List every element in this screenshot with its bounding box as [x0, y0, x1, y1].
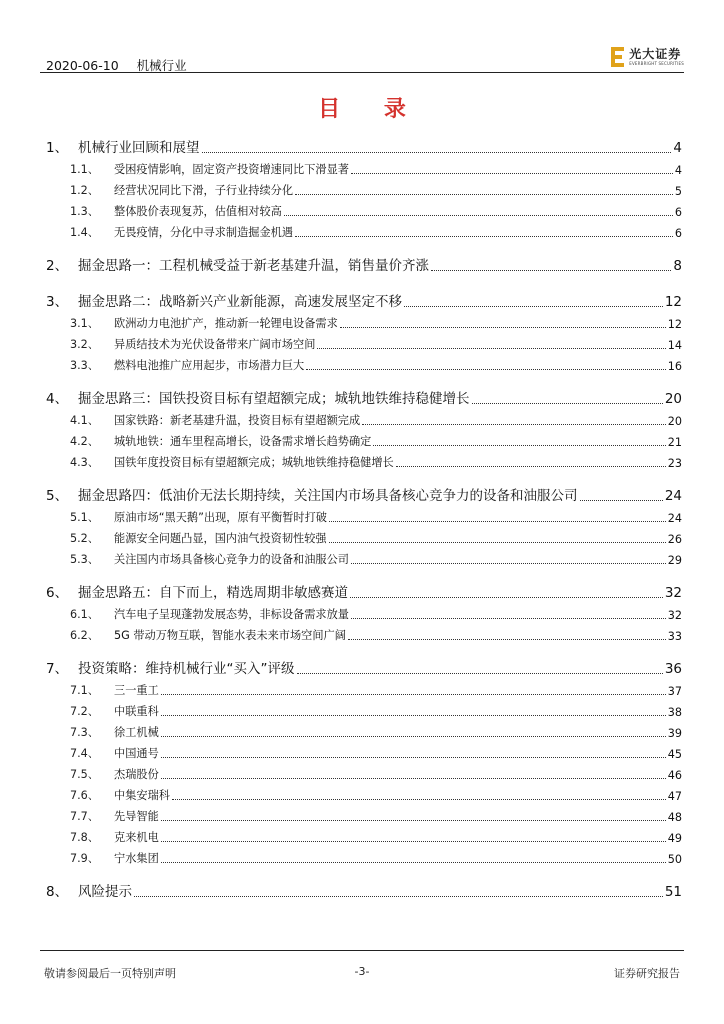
toc-page-number: 20 [667, 415, 682, 428]
toc-title: 掘金思路四：低油价无法长期持续，关注国内市场具备核心竞争力的设备和油服公司 [78, 488, 578, 504]
header-meta [46, 56, 201, 74]
toc-section-entry[interactable] [42, 387, 682, 407]
toc-page-number: 24 [667, 512, 682, 525]
toc-subsection-entry[interactable] [42, 719, 682, 740]
toc-leader-dots [373, 445, 665, 446]
toc-subsection-entry[interactable] [42, 407, 682, 428]
toc-page-number: 32 [667, 609, 682, 622]
toc-number: 5.2、 [70, 532, 99, 545]
toc-title: 先导智能 [114, 810, 159, 823]
toc-subsection-entry[interactable] [42, 824, 682, 845]
toc-subsection-entry[interactable] [42, 761, 682, 782]
page-number: -3- [354, 965, 370, 978]
toc-leader-dots [161, 778, 666, 779]
toc-number: 3.3、 [70, 359, 99, 372]
toc-title: 中联重科 [114, 705, 159, 718]
toc-number: 7.3、 [70, 726, 99, 739]
toc-number: 4.1、 [70, 414, 99, 427]
toc-leader-dots [202, 152, 672, 153]
toc-subsection-entry[interactable] [42, 677, 682, 698]
toc-page-number: 29 [667, 554, 682, 567]
toc-page-number: 6 [674, 227, 682, 240]
toc-leader-dots [472, 403, 663, 404]
toc-subsection-entry[interactable] [42, 740, 682, 761]
toc-page-number: 51 [664, 884, 682, 900]
toc-title: 中集安瑞科 [114, 789, 170, 802]
toc-title: 欧洲动力电池扩产，推动新一轮锂电设备需求 [114, 317, 338, 330]
toc-title: 经营状况同比下滑，子行业持续分化 [114, 184, 294, 197]
toc-leader-dots [351, 618, 666, 619]
toc-title: 宁水集团 [114, 852, 159, 865]
toc-section-entry[interactable] [42, 657, 682, 677]
toc-subsection-entry[interactable] [42, 525, 682, 546]
toc-page-number: 32 [664, 585, 682, 601]
toc-title: 国铁年度投资目标有望超额完成；城轨地铁维持稳健增长 [114, 456, 394, 469]
toc-title: 原油市场“黑天鹅”出现，原有平衡暂时打破 [114, 511, 327, 524]
toc-page-number: 20 [664, 391, 682, 407]
report-date: 2020-06-10 [46, 58, 119, 73]
toc-page-number: 23 [667, 457, 682, 470]
toc-subsection-entry[interactable] [42, 331, 682, 352]
toc-leader-dots [295, 194, 673, 195]
toc-subsection-entry[interactable] [42, 782, 682, 803]
toc-title: 汽车电子呈现蓬勃发展态势，非标设备需求放量 [114, 608, 349, 621]
toc-title: 异质结技术为光伏设备带来广阔市场空间 [114, 338, 316, 351]
toc-page-number: 33 [667, 630, 682, 643]
page-footer [40, 950, 684, 980]
toc-section-entry[interactable] [42, 484, 682, 504]
toc-title: 整体股价表现复苏，估值相对较高 [114, 205, 282, 218]
toc-section-entry[interactable] [42, 581, 682, 601]
toc-subsection-entry[interactable] [42, 698, 682, 719]
toc-leader-dots [284, 215, 673, 216]
toc-subsection-entry[interactable] [42, 310, 682, 331]
toc-number: 7.1、 [70, 684, 99, 697]
toc-number: 6.2、 [70, 629, 99, 642]
toc-page-number: 16 [667, 360, 682, 373]
toc-page-number: 26 [667, 533, 682, 546]
toc-page-number: 4 [674, 164, 682, 177]
toc-subsection-entry[interactable] [42, 219, 682, 240]
toc-page-number: 50 [667, 853, 682, 866]
toc-number: 4.3、 [70, 456, 99, 469]
toc-number: 5、 [46, 488, 69, 504]
toc-number: 1.2、 [70, 184, 99, 197]
toc-leader-dots [161, 841, 666, 842]
page-title: 目 录 [318, 96, 424, 122]
toc-leader-dots [431, 270, 671, 271]
toc-leader-dots [161, 757, 666, 758]
toc-title: 受困疫情影响，固定资产投资增速同比下滑显著 [114, 163, 349, 176]
toc-section-entry[interactable] [42, 880, 682, 900]
toc-subsection-entry[interactable] [42, 428, 682, 449]
toc-subsection-entry[interactable] [42, 177, 682, 198]
toc-title: 掘金思路二：战略新兴产业新能源，高速发展坚定不移 [78, 294, 402, 310]
footer-disclaimer: 敬请参阅最后一页特别声明 [44, 967, 176, 980]
toc-number: 7.7、 [70, 810, 99, 823]
toc-leader-dots [351, 173, 673, 174]
toc-page-number: 37 [667, 685, 682, 698]
toc-subsection-entry[interactable] [42, 156, 682, 177]
toc-leader-dots [161, 694, 666, 695]
toc-number: 7.5、 [70, 768, 99, 781]
toc-page-number: 24 [664, 488, 682, 504]
toc-title: 燃料电池推广应用起步，市场潜力巨大 [114, 359, 305, 372]
toc-number: 3.1、 [70, 317, 99, 330]
logo-mark-icon [611, 47, 625, 67]
toc-title: 掘金思路三：国铁投资目标有望超额完成；城轨地铁维持稳健增长 [78, 391, 470, 407]
toc-page-number: 4 [673, 140, 682, 156]
toc-section-entry[interactable] [42, 254, 682, 274]
toc-number: 2、 [46, 258, 69, 274]
toc-number: 5.3、 [70, 553, 99, 566]
toc-leader-dots [161, 820, 666, 821]
toc-page-number: 48 [667, 811, 682, 824]
toc-number: 8、 [46, 884, 69, 900]
toc-leader-dots [134, 896, 663, 897]
page-header [40, 42, 684, 73]
table-of-contents [42, 136, 682, 900]
toc-subsection-entry[interactable] [42, 845, 682, 866]
footer-report-type: 证券研究报告 [614, 967, 680, 980]
toc-number: 1.3、 [70, 205, 99, 218]
toc-page-number: 21 [667, 436, 682, 449]
toc-subsection-entry[interactable] [42, 803, 682, 824]
toc-number: 1、 [46, 140, 69, 156]
toc-leader-dots [297, 673, 663, 674]
industry-label: 机械行业 [136, 58, 187, 73]
toc-leader-dots [161, 736, 666, 737]
toc-leader-dots [295, 236, 673, 237]
toc-number: 4.2、 [70, 435, 99, 448]
toc-leader-dots [161, 715, 666, 716]
toc-subsection-entry[interactable] [42, 546, 682, 567]
toc-title: 掘金思路一：工程机械受益于新老基建升温，销售量价齐涨 [78, 258, 429, 274]
toc-page-number: 46 [667, 769, 682, 782]
toc-leader-dots [396, 466, 666, 467]
toc-number: 1.4、 [70, 226, 99, 239]
toc-subsection-entry[interactable] [42, 198, 682, 219]
toc-number: 1.1、 [70, 163, 99, 176]
toc-leader-dots [350, 597, 663, 598]
toc-section-entry[interactable] [42, 290, 682, 310]
logo-cn-text: 光大证券 [629, 47, 682, 61]
toc-leader-dots [362, 424, 666, 425]
toc-page-number: 5 [674, 185, 682, 198]
toc-page-number: 38 [667, 706, 682, 719]
toc-number: 3、 [46, 294, 69, 310]
toc-page-number: 12 [664, 294, 682, 310]
toc-page-number: 12 [667, 318, 682, 331]
toc-number: 7、 [46, 661, 69, 677]
toc-title: 风险提示 [78, 884, 132, 900]
toc-page-number: 47 [667, 790, 682, 803]
toc-leader-dots [306, 369, 666, 370]
logo-en-text: EVERBRIGHT SECURITIES [629, 61, 684, 66]
toc-title: 关注国内市场具备核心竞争力的设备和油服公司 [114, 553, 349, 566]
toc-leader-dots [580, 500, 663, 501]
toc-leader-dots [404, 306, 663, 307]
toc-leader-dots [348, 639, 666, 640]
toc-title: 克来机电 [114, 831, 159, 844]
toc-number: 7.9、 [70, 852, 99, 865]
toc-title: 中国通号 [114, 747, 159, 760]
toc-number: 6、 [46, 585, 69, 601]
toc-section-entry[interactable] [42, 136, 682, 156]
toc-title: 国家铁路：新老基建升温，投资目标有望超额完成 [114, 414, 361, 427]
toc-page-number: 39 [667, 727, 682, 740]
toc-title: 能源安全问题凸显，国内油气投资韧性较强 [114, 532, 327, 545]
toc-title: 投资策略：维持机械行业“买入”评级 [78, 661, 295, 677]
toc-subsection-entry[interactable] [42, 622, 682, 643]
toc-leader-dots [317, 348, 665, 349]
toc-page-number: 45 [667, 748, 682, 761]
toc-leader-dots [329, 521, 666, 522]
toc-leader-dots [161, 862, 666, 863]
toc-page-number: 36 [664, 661, 682, 677]
toc-page-number: 6 [674, 206, 682, 219]
toc-leader-dots [351, 563, 666, 564]
toc-page-number: 49 [667, 832, 682, 845]
toc-title: 三一重工 [114, 684, 159, 697]
toc-subsection-entry[interactable] [42, 504, 682, 525]
toc-subsection-entry[interactable] [42, 352, 682, 373]
toc-page-number: 14 [667, 339, 682, 352]
toc-number: 6.1、 [70, 608, 99, 621]
toc-title: 杰瑞股份 [114, 768, 159, 781]
toc-title: 机械行业回顾和展望 [78, 140, 200, 156]
toc-title: 掘金思路五：自下而上，精选周期非敏感赛道 [78, 585, 348, 601]
toc-title: 无畏疫情，分化中寻求制造掘金机遇 [114, 226, 294, 239]
toc-leader-dots [340, 327, 666, 328]
toc-number: 4、 [46, 391, 69, 407]
toc-number: 7.2、 [70, 705, 99, 718]
toc-number: 7.8、 [70, 831, 99, 844]
toc-number: 3.2、 [70, 338, 99, 351]
toc-number: 5.1、 [70, 511, 99, 524]
toc-title: 城轨地铁：通车里程高增长，设备需求增长趋势确定 [114, 435, 372, 448]
toc-number: 7.4、 [70, 747, 99, 760]
toc-leader-dots [172, 799, 666, 800]
toc-subsection-entry[interactable] [42, 449, 682, 470]
toc-leader-dots [329, 542, 666, 543]
toc-title: 徐工机械 [114, 726, 159, 739]
toc-page-number: 8 [673, 258, 682, 274]
toc-title: 5G 带动万物互联，智能水表未来市场空间广阔 [114, 629, 346, 642]
toc-number: 7.6、 [70, 789, 99, 802]
everbright-logo [611, 46, 684, 68]
toc-subsection-entry[interactable] [42, 601, 682, 622]
